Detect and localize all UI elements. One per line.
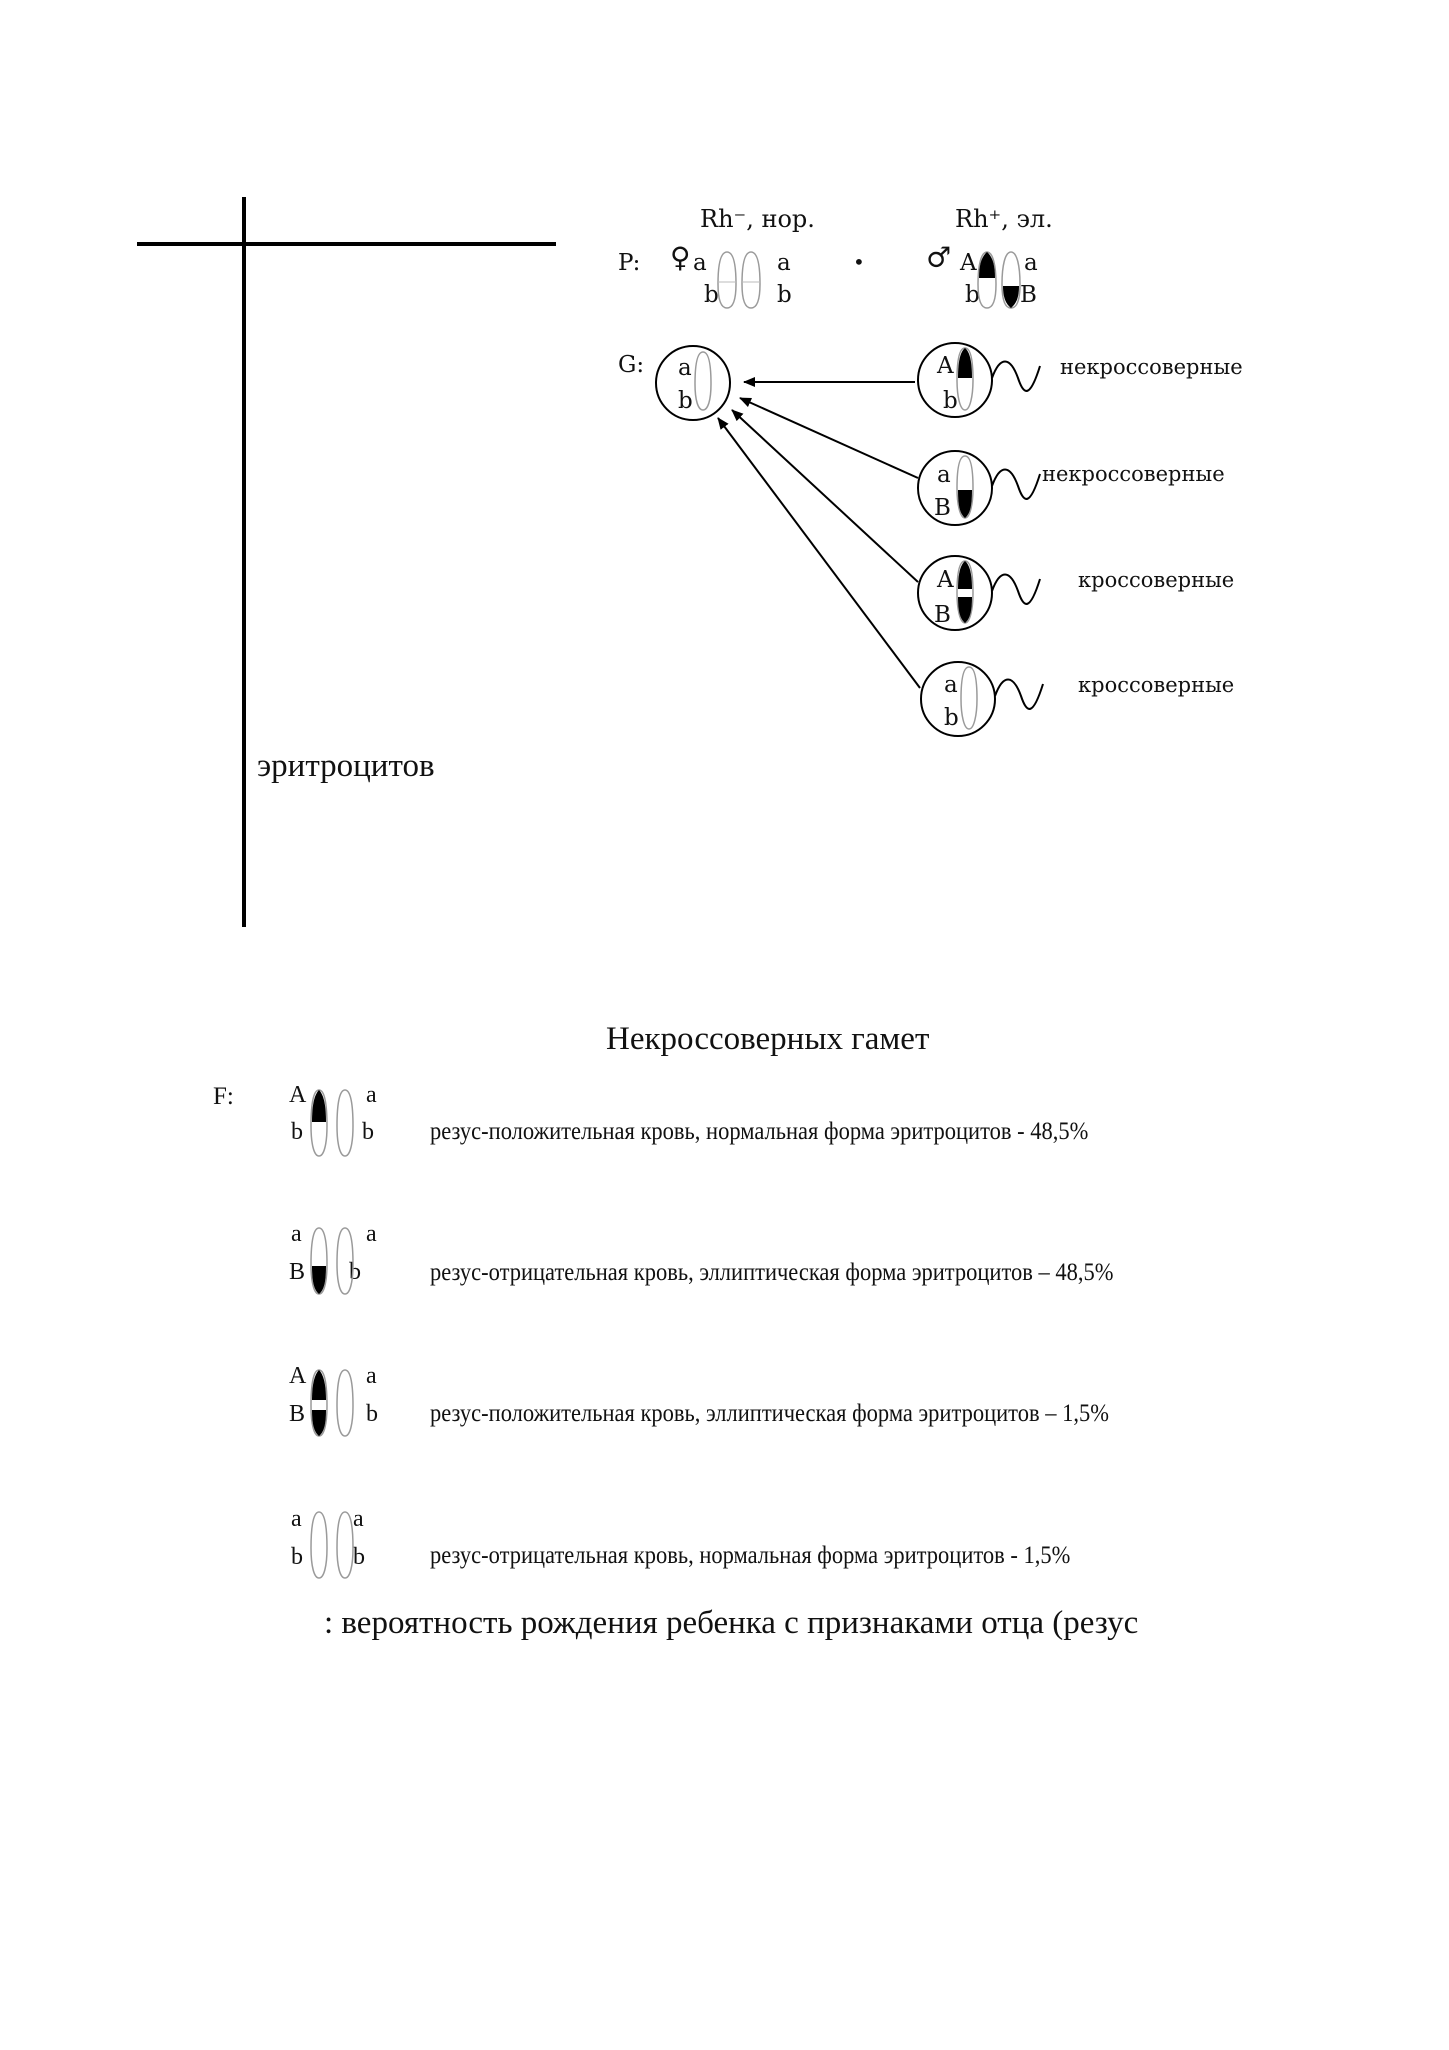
offspring-3-chromosome-left bbox=[311, 1370, 327, 1436]
offspring-4-description: резус-отрицательная кровь, нормальная форма эритроцитов - 1,5% bbox=[430, 1542, 1071, 1569]
offspring-4-allele-tl: a bbox=[291, 1506, 302, 1532]
probability-text: : вероятность рождения ребенка с признаками отца (резус bbox=[324, 1605, 1139, 1641]
offspring-2-chromosome-left bbox=[311, 1228, 327, 1294]
father-gamete-2-bottom: B bbox=[934, 495, 951, 521]
p-label: P: bbox=[618, 250, 641, 276]
mother-allele-bottom-right: b bbox=[777, 282, 792, 308]
father-chromosome-right bbox=[1002, 252, 1020, 308]
offspring-2-description: резус-отрицательная кровь, эллиптическая форма эритроцитов – 48,5% bbox=[430, 1259, 1114, 1286]
father-gamete-2-top: a bbox=[937, 462, 951, 488]
left-column-text: эритроцитов bbox=[257, 748, 435, 784]
offspring-2-chromosome-right bbox=[337, 1228, 353, 1294]
offspring-1-chromosome-left bbox=[311, 1090, 327, 1156]
father-allele-top-left: A bbox=[960, 250, 977, 276]
father-gamete-3-top: A bbox=[937, 567, 954, 593]
father-gamete-4-top: a bbox=[944, 672, 958, 698]
female-symbol: ♀ bbox=[670, 241, 691, 274]
father-gamete-3-circle bbox=[918, 556, 1040, 630]
father-chromosome-left bbox=[978, 252, 996, 308]
male-symbol: ♂ bbox=[926, 241, 952, 274]
f-label: F: bbox=[213, 1083, 234, 1110]
offspring-1-allele-br: b bbox=[362, 1119, 374, 1145]
offspring-1-description: резус-положительная кровь, нормальная форма эритроцитов - 48,5% bbox=[430, 1118, 1089, 1145]
offspring-4-chromosome-right bbox=[337, 1512, 353, 1578]
offspring-4-allele-bl: b bbox=[291, 1544, 303, 1570]
offspring-1-chromosome-right bbox=[337, 1090, 353, 1156]
arrow-2 bbox=[740, 398, 918, 478]
father-gamete-1-label: некроссоверные bbox=[1060, 355, 1243, 379]
offspring-2-allele-tl: a bbox=[291, 1221, 302, 1247]
offspring-1-allele-bl: b bbox=[291, 1119, 303, 1145]
father-gamete-4-bottom: b bbox=[944, 705, 959, 731]
father-gamete-2-circle bbox=[918, 451, 1040, 525]
offspring-2-allele-bl: B bbox=[289, 1259, 306, 1285]
mother-allele-top-right: a bbox=[777, 250, 791, 276]
father-gamete-1-top: A bbox=[937, 353, 954, 379]
offspring-2-allele-br: b bbox=[349, 1259, 361, 1285]
mother-gamete-circle bbox=[656, 346, 730, 420]
mother-gamete-bottom: b bbox=[678, 388, 693, 414]
scheme-graphics bbox=[0, 0, 1449, 1000]
father-gamete-3-label: кроссоверные bbox=[1078, 568, 1235, 592]
mother-allele-bottom-left: b bbox=[704, 282, 719, 308]
section-heading: Некроссоверных гамет bbox=[606, 1021, 930, 1057]
father-gamete-3-bottom: B bbox=[934, 602, 951, 628]
offspring-1-allele-tr: a bbox=[366, 1082, 377, 1108]
g-label: G: bbox=[618, 352, 645, 378]
father-allele-top-right: a bbox=[1024, 250, 1038, 276]
father-allele-bottom-left: b bbox=[965, 282, 980, 308]
offspring-4-allele-br: b bbox=[353, 1544, 365, 1570]
arrow-4 bbox=[718, 418, 920, 688]
offspring-4-chromosome-left bbox=[311, 1512, 327, 1578]
offspring-3-allele-bl: B bbox=[289, 1401, 306, 1427]
offspring-2-allele-tr: a bbox=[366, 1221, 377, 1247]
offspring-1-allele-tl: A bbox=[289, 1082, 307, 1108]
mother-phenotype-header: Rh⁻, нор. bbox=[700, 205, 815, 233]
offspring-3-allele-tl: A bbox=[289, 1363, 307, 1389]
cross-dot: • bbox=[853, 250, 865, 274]
father-gamete-1-bottom: b bbox=[943, 388, 958, 414]
offspring-3-allele-br: b bbox=[366, 1401, 378, 1427]
father-gamete-1-circle bbox=[918, 343, 1040, 417]
offspring-3-chromosome-right bbox=[337, 1370, 353, 1436]
father-phenotype-header: Rh⁺, эл. bbox=[955, 205, 1053, 233]
father-gamete-4-circle bbox=[921, 662, 1043, 736]
mother-allele-top-left: a bbox=[693, 250, 707, 276]
mother-chromosome-left bbox=[718, 252, 736, 308]
father-allele-bottom-right: B bbox=[1020, 282, 1037, 308]
offspring-3-description: резус-положительная кровь, эллиптическая форма эритроцитов – 1,5% bbox=[430, 1400, 1109, 1427]
father-gamete-4-label: кроссоверные bbox=[1078, 673, 1235, 697]
offspring-4-allele-tr: a bbox=[353, 1506, 364, 1532]
offspring-chromosomes bbox=[0, 1060, 1449, 1600]
mother-gamete-top: a bbox=[678, 355, 692, 381]
mother-chromosome-right bbox=[742, 252, 760, 308]
offspring-3-allele-tr: a bbox=[366, 1363, 377, 1389]
father-gamete-2-label: некроссоверные bbox=[1042, 462, 1225, 486]
